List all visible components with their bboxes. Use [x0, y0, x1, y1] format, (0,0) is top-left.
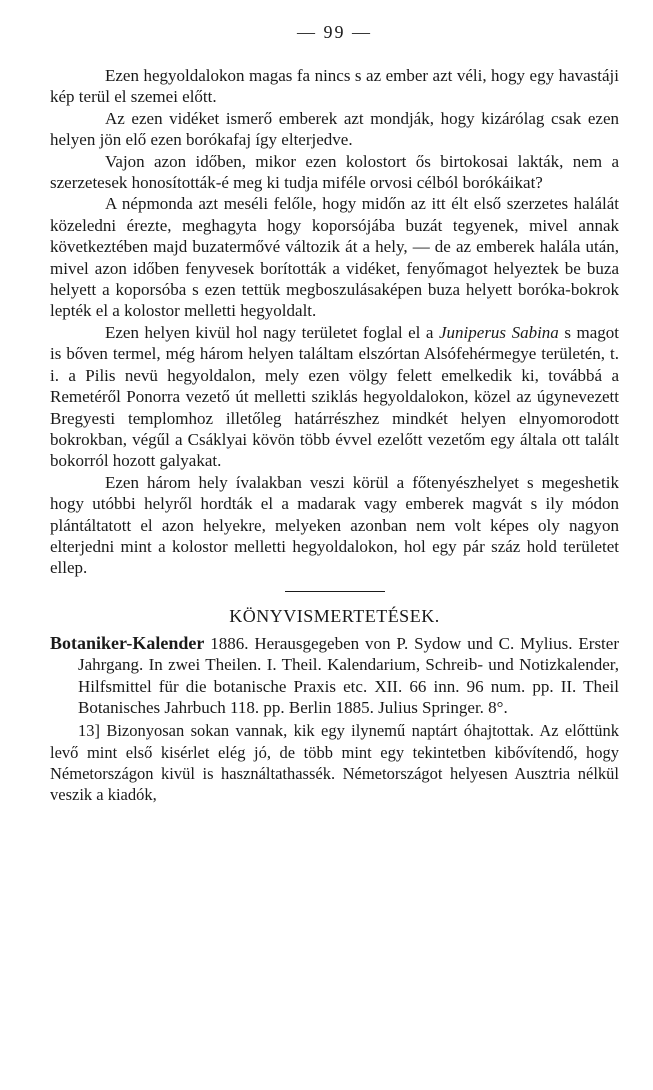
- paragraph-5-after: s magot is bőven termel, még három helyen találtam elszórtan Alsófehérmegye területén, t. i. a Pilis nevü hegyoldalon, mely ezen völgy felett emelkedik ki, továbbá a Remetéről Ponorra vezető út melletti sziklás hegyoldalokon, közel az úgynevezett Bregyesti templomhoz illetőleg határrészhez mindkét helyen elnyomorodott bokrokban, végűl a Csáklyai kövön több évvel ezelőtt vezetőm egy általa ott talált bokorról hozott galyakat.: [50, 322, 619, 471]
- paragraph-6: Ezen három hely ívalakban veszi körül a főtenyészhelyet s megeshetik hogy utóbbi helyről hordták el a madarak vagy emberek magvát s ily módon plántáltatott el azon helyekre, melyeken azonban nem volt képes oly nagyon elterjedni mint a kolostor melletti hegyoldalokon, hol egy pár száz hold területet ellep.: [50, 472, 619, 578]
- review-body: 13] Bizonyosan sokan vannak, kik egy ilynemű naptárt óhajtottak. Az előttünk levő mint első kisérlet elég jó, de több mint egy tekintetben kibővítendő, hogy Németországon kivül is használtathassék. Németországot helyesen Ausztria nélkül veszik a kiadók,: [50, 721, 619, 804]
- page-number: — 99 —: [297, 22, 372, 42]
- review-entry: [50, 633, 619, 719]
- book-title: Botaniker-Kalender: [50, 632, 205, 653]
- section-divider: [285, 591, 385, 592]
- section-heading: KÖNYVISMERTETÉSEK.: [229, 605, 440, 626]
- paragraph-2: Az ezen vidéket ismerő emberek azt mondják, hogy kizárólag csak ezen helyen jön elő ezen borókafaj így elterjedve.: [50, 108, 619, 150]
- paragraph-3: Vajon azon időben, mikor ezen kolostort ős birtokosai lakták, nem a szerzetesek honosították-é meg ki tudja miféle orvosi célból borókáikat?: [50, 151, 619, 193]
- paragraph-4: A népmonda azt meséli felőle, hogy midőn az itt élt első szerzetes halálát közeledni érezte, meghagyta hogy koporsójába buzát tegyenek, mivel annak következtében majd buzatermővé változik át a hely, — de az emberek halála után, mivel azon időben fenyvesek borították a vidéket, fenyőmagot helyeztek be buza helyett a koporsóba s ezen tettük megboszulásaképen buza helyett boróka-bokrok lepték el a kolostor melletti hegyoldalt.: [50, 194, 619, 321]
- species-name: Juniperus Sabina: [439, 322, 559, 342]
- paragraph-5: [50, 322, 619, 472]
- paragraph-5-before: Ezen helyen kivül hol nagy területet foglal el a: [105, 322, 439, 342]
- book-citation: 1886. Herausgegeben von P. Sydow und C. Mylius. Erster Jahrgang. In zwei Theilen. I. Theil. Kalendarium, Schreib- und Notizkalender, Hilfsmittel für die botanische Praxis etc. XII. 66 inn. 96 num. pp. II. Theil Botanisches Jahrbuch 118. pp. Berlin 1885. Julius Springer. 8°.: [78, 633, 619, 717]
- paragraph-1: Ezen hegyoldalokon magas fa nincs s az ember azt véli, hogy egy havastáji kép terül el szemei előtt.: [50, 66, 619, 107]
